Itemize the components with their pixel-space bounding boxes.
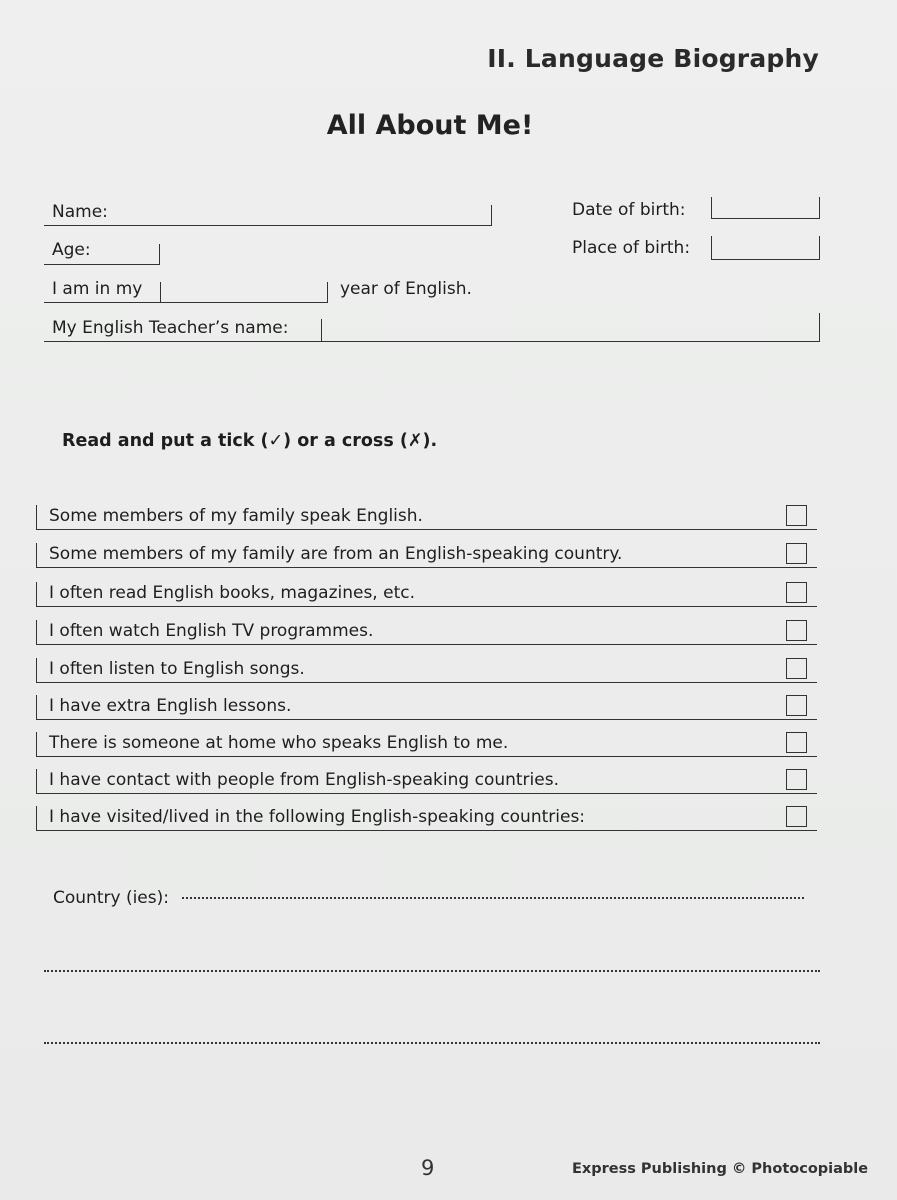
teacher-name-label: My English Teacher’s name: xyxy=(52,318,289,338)
name-field-tick xyxy=(491,205,492,225)
pob-field-right-tick xyxy=(819,236,820,259)
statement-row xyxy=(36,806,817,831)
page-number: 9 xyxy=(421,1156,435,1180)
country-field-line-2[interactable] xyxy=(44,970,820,972)
statement-row xyxy=(36,543,817,568)
tick-box[interactable] xyxy=(786,806,807,827)
statement-row xyxy=(36,695,817,720)
statement-row xyxy=(36,582,817,607)
teacher-field-right-tick xyxy=(819,313,820,341)
statement-row xyxy=(36,505,817,530)
year-field[interactable] xyxy=(44,302,328,303)
tick-box[interactable] xyxy=(786,658,807,679)
country-field-line-3[interactable] xyxy=(44,1042,820,1044)
pob-field-left-tick xyxy=(711,236,712,259)
tick-box[interactable] xyxy=(786,620,807,641)
statement-row xyxy=(36,658,817,683)
statement-row xyxy=(36,620,817,645)
year-prefix-label: I am in my xyxy=(52,279,143,299)
statement-row xyxy=(36,769,817,794)
statement-text: Some members of my family are from an English-speaking country. xyxy=(49,544,623,564)
age-field-tick xyxy=(159,244,160,264)
tick-box[interactable] xyxy=(786,695,807,716)
statement-text: I have visited/lived in the following English-speaking countries: xyxy=(49,807,586,827)
tick-box[interactable] xyxy=(786,543,807,564)
statement-text: I often read English books, magazines, etc. xyxy=(49,583,415,603)
country-field[interactable] xyxy=(182,897,804,899)
year-field-left-tick xyxy=(160,282,161,302)
section-title: II. Language Biography xyxy=(487,44,819,73)
statement-text: Some members of my family speak English. xyxy=(49,506,423,526)
statement-text: I have contact with people from English-speaking countries. xyxy=(49,770,559,790)
teacher-field-left-tick xyxy=(321,319,322,341)
tick-box[interactable] xyxy=(786,582,807,603)
teacher-name-field[interactable] xyxy=(44,341,820,342)
instruction-text: Read and put a tick (✓) or a cross (✗). xyxy=(62,431,438,451)
pob-label: Place of birth: xyxy=(572,238,691,258)
name-field[interactable] xyxy=(44,225,492,226)
year-suffix-label: year of English. xyxy=(340,279,472,299)
page-title: All About Me! xyxy=(326,110,534,141)
age-label: Age: xyxy=(52,240,91,260)
year-field-right-tick xyxy=(327,282,328,302)
statement-row xyxy=(36,732,817,757)
statement-text: I often listen to English songs. xyxy=(49,659,305,679)
tick-box[interactable] xyxy=(786,505,807,526)
tick-box[interactable] xyxy=(786,732,807,753)
tick-box[interactable] xyxy=(786,769,807,790)
publisher-footer: Express Publishing © Photocopiable xyxy=(572,1161,869,1177)
dob-field-right-tick xyxy=(819,197,820,218)
pob-field[interactable] xyxy=(711,259,820,260)
statement-text: I often watch English TV programmes. xyxy=(49,621,374,641)
statement-text: I have extra English lessons. xyxy=(49,696,292,716)
country-label: Country (ies): xyxy=(53,888,169,908)
statement-text: There is someone at home who speaks English to me. xyxy=(49,733,509,753)
age-field[interactable] xyxy=(44,264,160,265)
name-label: Name: xyxy=(52,202,108,222)
dob-label: Date of birth: xyxy=(572,200,686,220)
dob-field[interactable] xyxy=(711,218,820,219)
dob-field-left-tick xyxy=(711,197,712,218)
